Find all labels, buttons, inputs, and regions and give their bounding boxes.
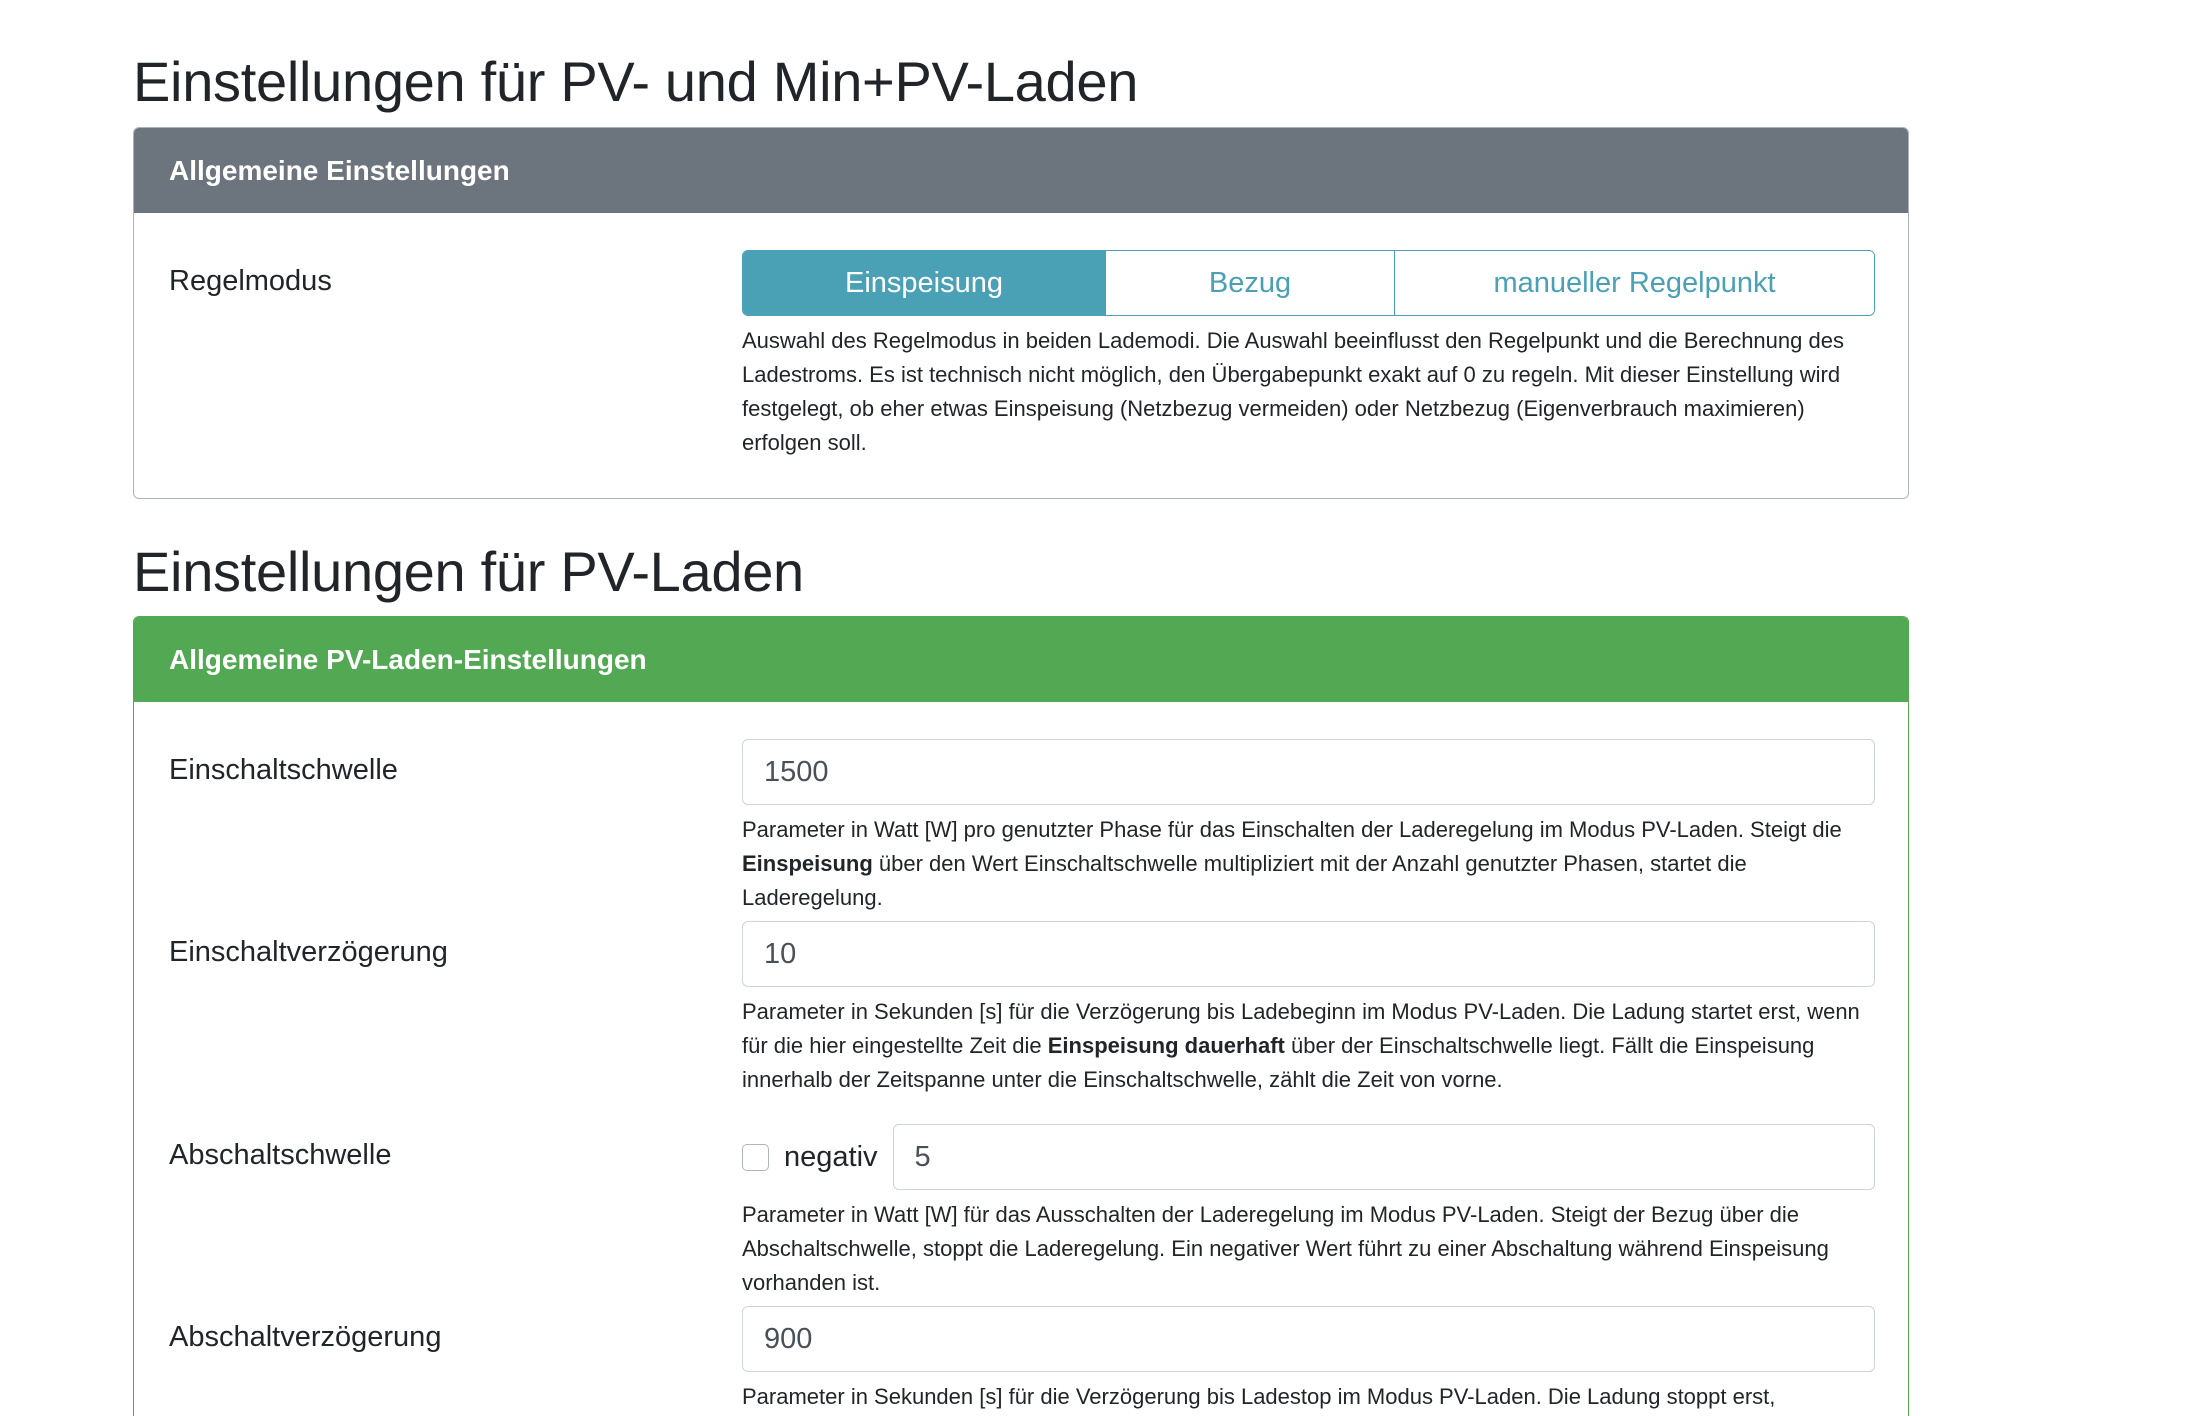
section-title-pv-minpv: Einstellungen für PV- und Min+PV-Laden xyxy=(133,50,1139,113)
abschaltverzoegerung-input[interactable]: 900 xyxy=(742,1306,1875,1372)
section-title-pv-laden: Einstellungen für PV-Laden xyxy=(133,540,804,603)
regelmodus-help-text: Auswahl des Regelmodus in beiden Lademodi. Die Auswahl beeinflusst den Regelpunkt und die Berechnung des Ladestroms. Es ist technisch nicht möglich, den Übergabepunkt exakt auf 0 zu regeln. Mit dieser Einstellung wird festgelegt, ob eher etwas Einspeisung (Netzbezug vermeiden) oder Netzbezug (Eigenverbrauch maximieren) erfolgen soll. xyxy=(742,328,1844,455)
regelmodus-button-group xyxy=(742,250,1875,316)
einschaltschwelle-input[interactable]: 1500 xyxy=(742,739,1875,805)
abschaltverzoegerung-help-text: Parameter in Sekunden [s] für die Verzögerung bis Ladestop im Modus PV-Laden. Die Ladung stoppt erst, xyxy=(742,1384,1776,1409)
einschaltverzoegerung-label: Einschaltverzögerung xyxy=(169,936,448,968)
negativ-label: negativ xyxy=(784,1140,878,1173)
regelmodus-label: Regelmodus xyxy=(169,265,332,297)
abschaltverzoegerung-label: Abschaltverzögerung xyxy=(169,1321,442,1353)
card-allgemeine-pv-laden-einstellungen xyxy=(133,616,1909,1416)
abschaltschwelle-control xyxy=(742,1124,1875,1300)
einschaltverzoegerung-input[interactable]: 10 xyxy=(742,921,1875,987)
einschaltschwelle-control xyxy=(742,739,1875,915)
einschaltschwelle-label: Einschaltschwelle xyxy=(169,754,398,786)
abschaltverzoegerung-control xyxy=(742,1306,1875,1414)
regelmodus-manuell-button[interactable]: manueller Regelpunkt xyxy=(1395,251,1874,315)
abschaltschwelle-row xyxy=(742,1124,1875,1190)
abschaltschwelle-input[interactable]: 5 xyxy=(893,1124,1875,1190)
abschaltschwelle-label: Abschaltschwelle xyxy=(169,1139,392,1171)
regelmodus-bezug-button[interactable]: Bezug xyxy=(1106,251,1395,315)
abschaltschwelle-help-text: Parameter in Watt [W] für das Ausschalten der Laderegelung im Modus PV-Laden. Steigt der Bezug über die Abschaltschwelle, stoppt die Laderegelung. Ein negativer Wert führt zu einer Abschaltung während Einspeisung vorhanden ist. xyxy=(742,1202,1829,1295)
regelmodus-einspeisung-button[interactable]: Einspeisung xyxy=(743,251,1106,315)
einschaltverzoegerung-control xyxy=(742,921,1875,1097)
card-header-pv-laden: Allgemeine PV-Laden-Einstellungen xyxy=(134,617,1908,702)
regelmodus-control xyxy=(742,250,1875,460)
card-allgemeine-einstellungen xyxy=(133,127,1909,499)
einschaltschwelle-help-text: Parameter in Watt [W] pro genutzter Phase für das Einschalten der Laderegelung im Modus PV-Laden. Steigt die Einspeisung über den Wert Einschaltschwelle multipliziert mit der Anzahl genutzter Phasen, startet die Laderegelung. xyxy=(742,817,1842,910)
negativ-checkbox[interactable] xyxy=(742,1144,769,1171)
einschaltverzoegerung-help-text: Parameter in Sekunden [s] für die Verzögerung bis Ladebeginn im Modus PV-Laden. Die Ladung startet erst, wenn für die hier eingestellte Zeit die Einspeisung dauerhaft über der Einschaltschwelle liegt. Fällt die Einspeisung innerhalb der Zeitspanne unter die Einschaltschwelle, zählt die Zeit von vorne. xyxy=(742,999,1860,1092)
card-header-allgemeine-einstellungen: Allgemeine Einstellungen xyxy=(134,128,1908,213)
